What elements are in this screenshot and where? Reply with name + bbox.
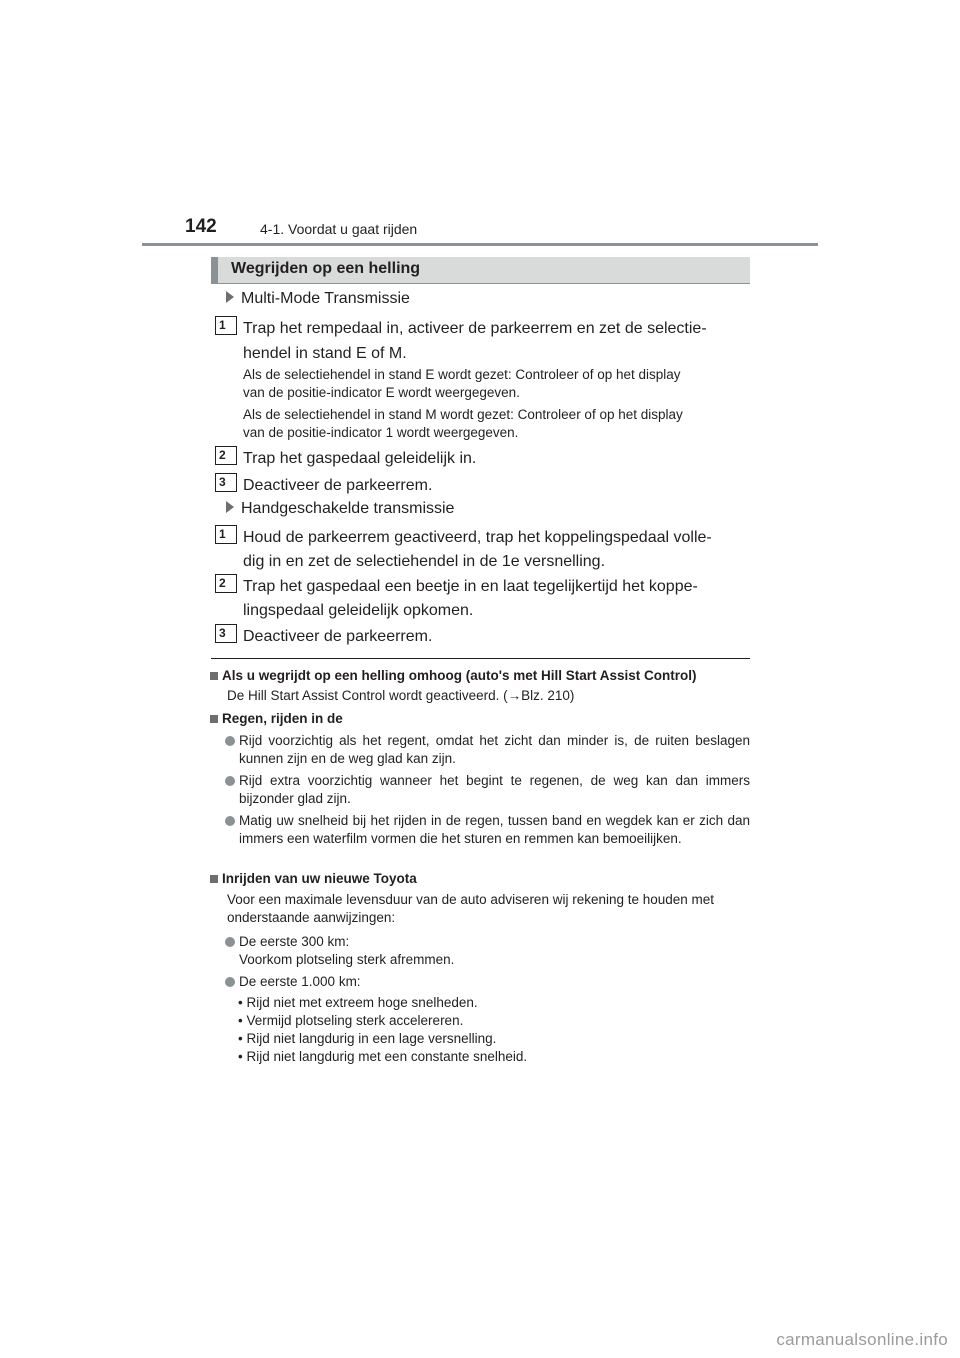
triangle-bullet-icon	[226, 501, 234, 513]
section-title-bar	[211, 257, 750, 284]
circle-bullet-icon	[225, 977, 235, 987]
rain-bullet-2: Rijd extra voorzichtig wanneer het begint te regenen, de weg kan dan immers bijzonder glad zijn.	[225, 772, 750, 808]
rain-bullet-3: Matig uw snelheid bij het rijden in de regen, tussen band en wegdek kan er zich dan immers een waterfilm vormen die het sturen en remmen kan bemoeilijken.	[225, 812, 750, 848]
circle-bullet-icon	[225, 776, 235, 786]
square-bullet-icon	[210, 715, 218, 723]
hill-start-heading: Als u wegrijdt op een helling omhoog (auto's met Hill Start Assist Control)	[210, 668, 696, 683]
manual-step1-line2: dig in en zet de selectiehendel in de 1e versnelling.	[243, 553, 606, 570]
page-header	[0, 0, 960, 250]
step-badge-3: 3	[215, 473, 237, 492]
list-item: • Rijd niet met extreem hoge snelheden.	[238, 995, 478, 1010]
mmt-note2-line1: Als de selectiehendel in stand M wordt gezet: Controleer of op het display	[243, 407, 683, 422]
page-number: 142	[185, 216, 217, 237]
manual-step3: Deactiveer de parkeerrem.	[243, 628, 433, 645]
manual-heading: Handgeschakelde transmissie	[226, 500, 454, 518]
mmt-note1-line2: van de positie-indicator E wordt weergegeven.	[243, 385, 520, 400]
list-item: • Rijd niet langdurig in een lage versnelling.	[238, 1031, 497, 1046]
manual-step2-line2: lingspedaal geleidelijk opkomen.	[243, 602, 474, 619]
square-bullet-icon	[210, 672, 218, 680]
mmt-step2: Trap het gaspedaal geleidelijk in.	[243, 450, 477, 467]
mmt-step1-line1: Trap het rempedaal in, activeer de parkeerrem en zet de selectie-	[243, 320, 707, 337]
circle-bullet-icon	[225, 816, 235, 826]
header-rule	[142, 243, 818, 246]
rain-bullet-1: Rijd voorzichtig als het regent, omdat het zicht dan minder is, de ruiten beslagen kunnen zijn en de weg glad kan zijn.	[225, 732, 750, 768]
step-badge-2: 2	[215, 446, 237, 465]
mmt-note1-line1: Als de selectiehendel in stand E wordt gezet: Controleer of op het display	[243, 367, 681, 382]
step-badge-2: 2	[215, 574, 237, 593]
break-in-sublist	[238, 994, 527, 1066]
circle-bullet-icon	[225, 736, 235, 746]
watermark: carmanualsonline.info	[776, 1330, 948, 1349]
mmt-step3: Deactiveer de parkeerrem.	[243, 477, 433, 494]
mmt-step1-line2: hendel in stand E of M.	[243, 345, 407, 362]
break-in-bullet-1: De eerste 300 km: Voorkom plotseling sterk afremmen.	[225, 933, 750, 969]
step-badge-1: 1	[215, 525, 237, 544]
manual-step2-line1: Trap het gaspedaal een beetje in en laat tegelijkertijd het koppe-	[243, 578, 698, 595]
section-title: Wegrijden op een helling	[231, 260, 421, 277]
break-in-bullet-2: De eerste 1.000 km:	[225, 973, 750, 991]
circle-bullet-icon	[225, 937, 235, 947]
section-divider	[211, 658, 750, 659]
step-badge-3: 3	[215, 624, 237, 643]
list-item: • Rijd niet langdurig met een constante snelheid.	[238, 1049, 528, 1064]
manual-step1-line1: Houd de parkeerrem geactiveerd, trap het koppelingspedaal volle-	[243, 529, 712, 546]
triangle-bullet-icon	[226, 291, 234, 303]
hill-start-text: De Hill Start Assist Control wordt geactiveerd. (→Blz. 210)	[227, 688, 575, 703]
mmt-note2-line2: van de positie-indicator 1 wordt weergegeven.	[243, 425, 519, 440]
list-item: • Vermijd plotseling sterk accelereren.	[238, 1013, 464, 1028]
break-in-text: Voor een maximale levensduur van de auto adviseren wij rekening te houden met onderstaande aanwijzingen:	[227, 892, 715, 925]
mmt-heading: Multi-Mode Transmissie	[226, 290, 410, 308]
rain-heading: Regen, rijden in de	[210, 711, 343, 726]
square-bullet-icon	[210, 875, 218, 883]
step-badge-1: 1	[215, 316, 237, 335]
chapter-title: 4-1. Voordat u gaat rijden	[260, 221, 418, 237]
break-in-heading: Inrijden van uw nieuwe Toyota	[210, 871, 417, 886]
